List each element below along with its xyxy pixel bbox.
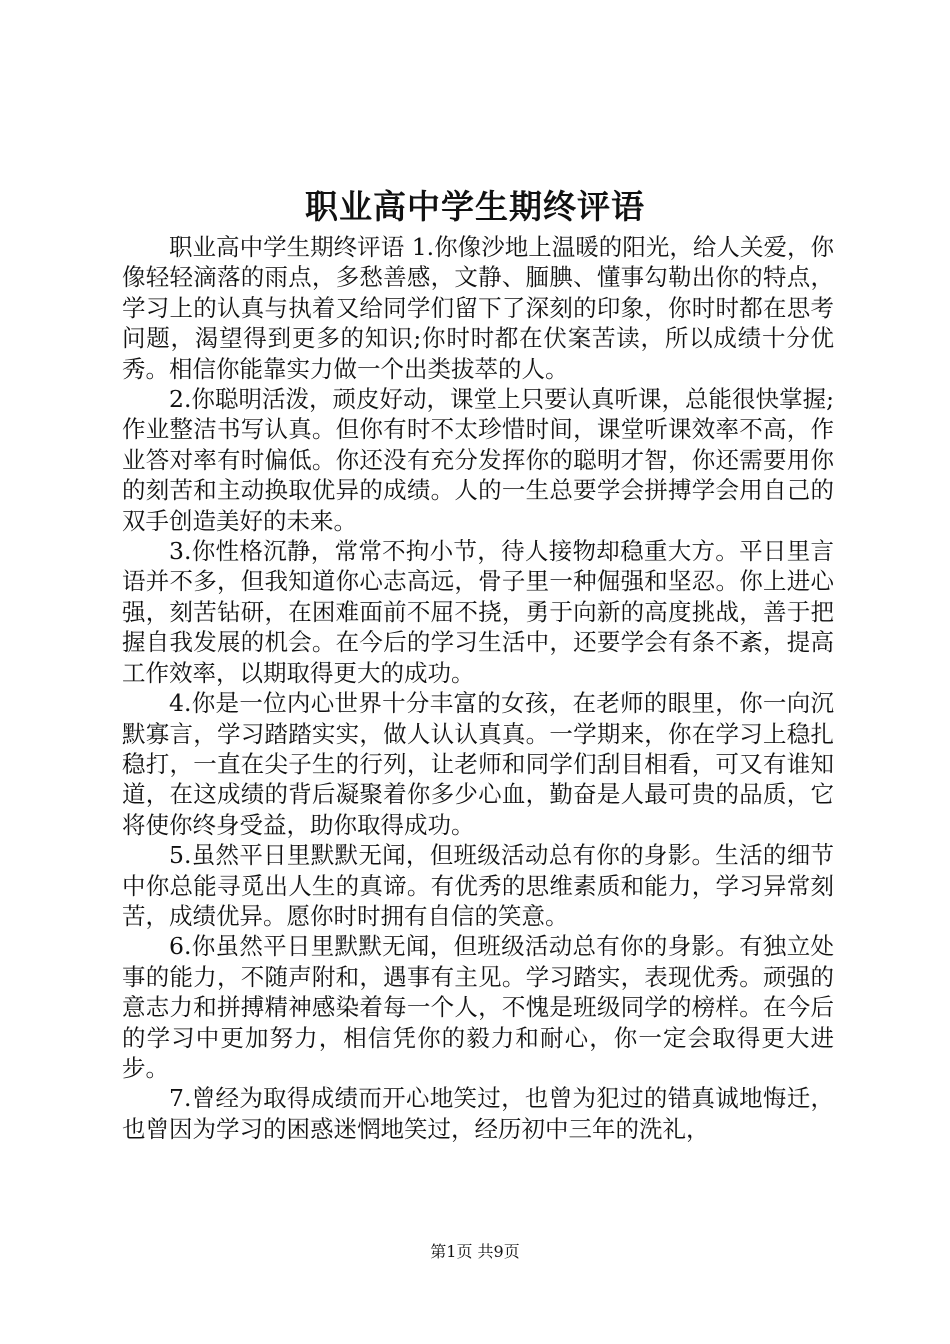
page-indicator: 第1页 共9页 [430, 1242, 520, 1261]
paragraph-5: 5.虽然平日里默默无闻，但班级活动总有你的身影。生活的细节中你总能寻觅出人生的真谛。有优秀的思维素质和能力，学习异常刻苦，成绩优异。愿你时时拥有自信的笑意。 [122, 841, 834, 930]
paragraph-6: 6.你虽然平日里默默无闻，但班级活动总有你的身影。有独立处事的能力，不随声附和，遇事有主见。学习踏实，表现优秀。顽强的意志力和拼搏精神感染着每一个人，不愧是班级同学的榜样。在今后的学习中更加努力，相信凭你的毅力和耐心，你一定会取得更大进步。 [122, 932, 834, 1082]
paragraph-2: 2.你聪明活泼，顽皮好动，课堂上只要认真听课，总能很快掌握;作业整洁书写认真。但你有时不太珍惜时间，课堂听课效率不高，作业答对率有时偏低。你还没有充分发挥你的聪明才智，你还需要用你的刻苦和主动换取优异的成绩。人的一生总要学会拼搏学会用自己的双手创造美好的未来。 [122, 385, 834, 535]
document-title: 职业高中学生期终评语 [305, 187, 645, 226]
paragraph-intro-1: 职业高中学生期终评语 1.你像沙地上温暖的阳光，给人关爱，你像轻轻滴落的雨点，多愁善感，文静、腼腆、懂事勾勒出你的特点，学习上的认真与执着又给同学们留下了深刻的印象，你时时都在思考问题，渴望得到更多的知识;你时时都在伏案苦读，所以成绩十分优秀。相信你能靠实力做一个出类拔萃的人。 [122, 233, 834, 383]
page-footer [0, 1242, 950, 1262]
paragraph-4: 4.你是一位内心世界十分丰富的女孩，在老师的眼里，你一向沉默寡言，学习踏踏实实，做人认认真真。一学期来，你在学习上稳扎稳打，一直在尖子生的行列，让老师和同学们刮目相看，可又有谁知道，在这成绩的背后凝聚着你多少心血，勤奋是人最可贵的品质，它将使你终身受益，助你取得成功。 [122, 689, 834, 839]
paragraph-3: 3.你性格沉静，常常不拘小节，待人接物却稳重大方。平日里言语并不多，但我知道你心志高远，骨子里一种倔强和坚忍。你上进心强，刻苦钻研，在困难面前不屈不挠，勇于向新的高度挑战，善于把握自我发展的机会。在今后的学习生活中，还要学会有条不紊，提高工作效率，以期取得更大的成功。 [122, 537, 834, 687]
paragraph-7: 7.曾经为取得成绩而开心地笑过，也曾为犯过的错真诚地悔迁，也曾因为学习的困惑迷惘地笑过，经历初中三年的洗礼， [122, 1084, 834, 1143]
document-body [122, 232, 834, 1144]
